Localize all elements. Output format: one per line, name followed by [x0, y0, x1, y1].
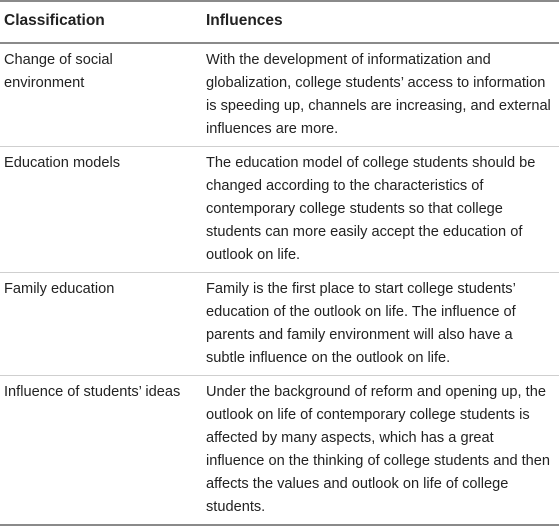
row-influences: The education model of college students should be changed according to the characteristics of contemporary college students so that college students can more easily accept the education of outlook on life.: [206, 155, 536, 263]
row-classification: Education models: [4, 155, 121, 171]
table-row: [0, 147, 559, 273]
table-row: [0, 273, 559, 376]
row-influences: Under the background of reform and opening up, the outlook on life of contemporary college students is affected by many aspects, which has a great influence on the thinking of college students and then affects the values and outlook on life of college students.: [206, 384, 551, 515]
header-classification: Classification: [4, 12, 105, 29]
header-row: [0, 1, 559, 43]
row-influences: Family is the first place to start college students’ education of the outlook on life. The influence of parents and family environment will also have a subtle influence on the outlook on life.: [206, 281, 516, 366]
row-classification: Family education: [4, 281, 115, 297]
table-body: [0, 43, 559, 525]
header-influences: Influences: [206, 12, 283, 29]
row-influences: With the development of informatization and globalization, college students’ access to information is speeding up, channels are increasing, and external influences are more.: [206, 52, 551, 137]
table-row: [0, 43, 559, 147]
row-classification: Influence of students’ ideas: [4, 384, 181, 400]
table-header: [0, 1, 559, 43]
table-row: [0, 376, 559, 526]
row-classification: Change of social environment: [4, 52, 113, 91]
